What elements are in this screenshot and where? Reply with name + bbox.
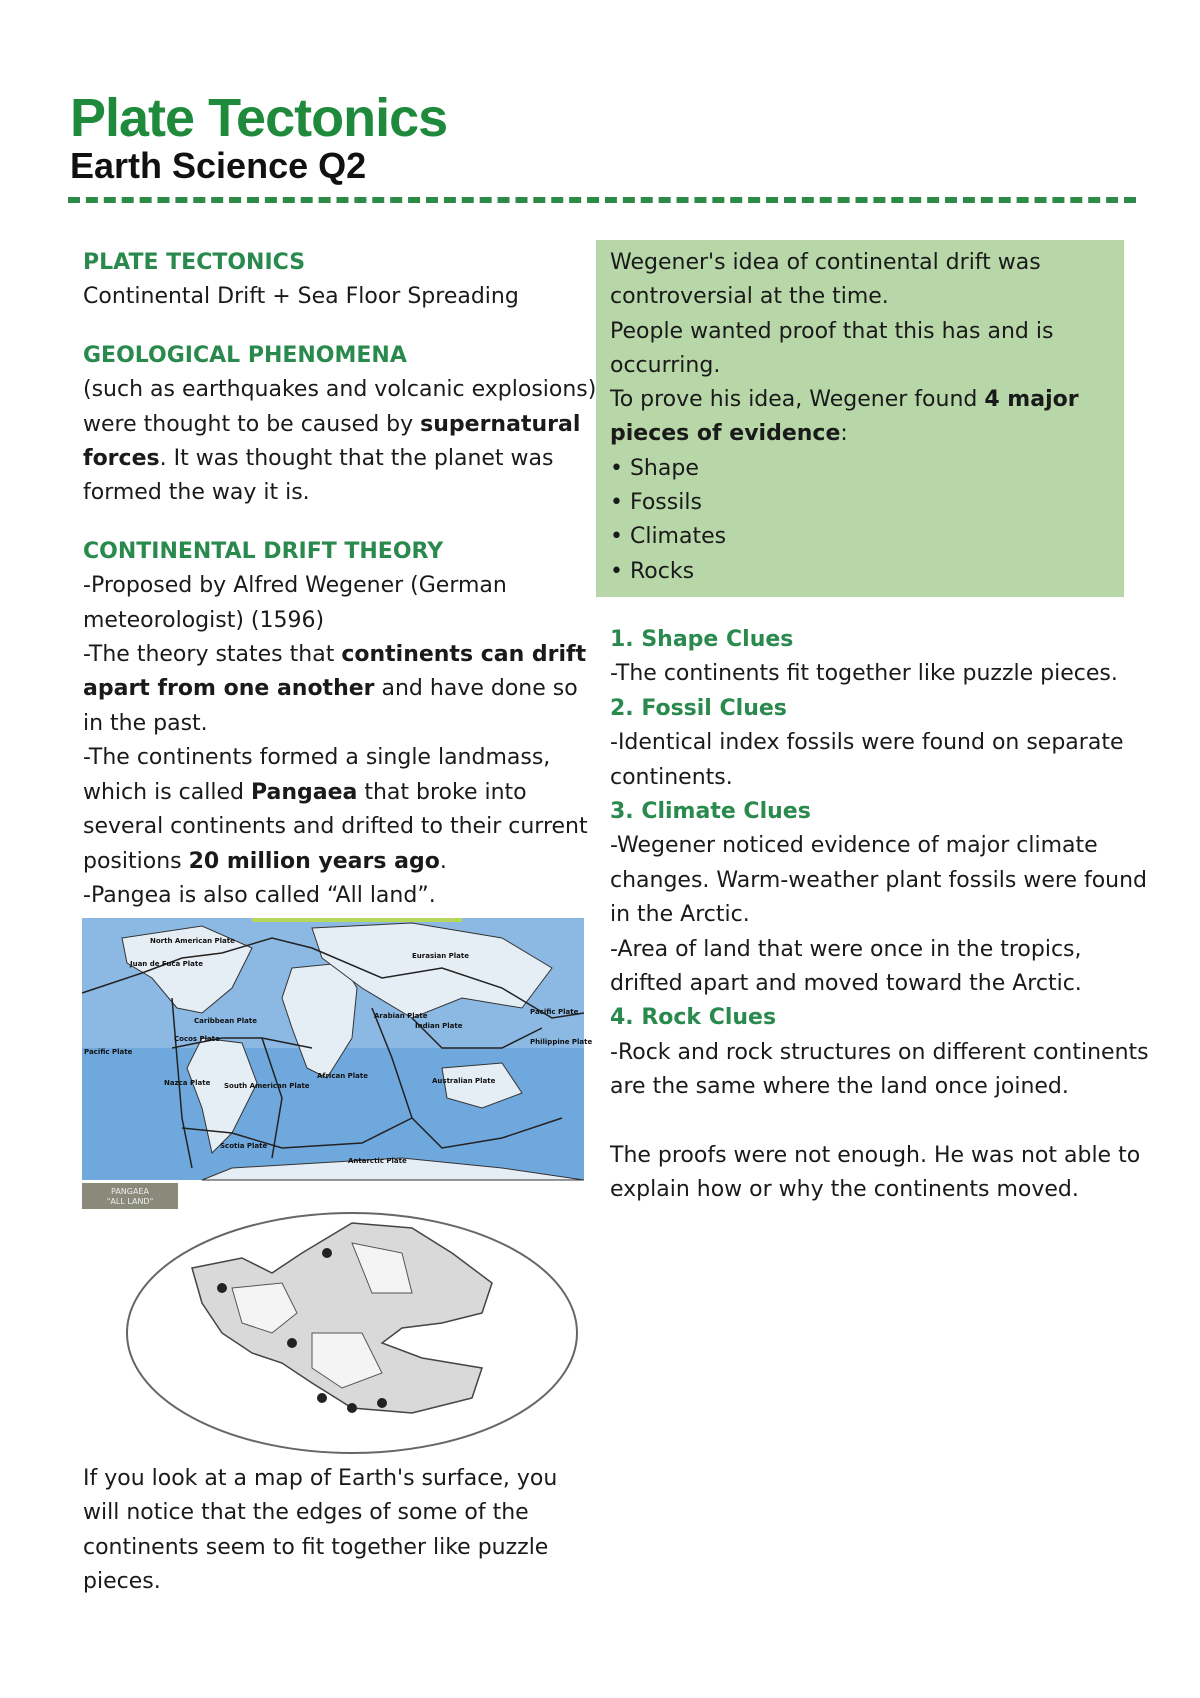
- bullet-item: • Rocks: [610, 558, 695, 584]
- page-title: Plate Tectonics: [70, 88, 448, 148]
- bold-span: 20 million years ago: [188, 848, 440, 874]
- climate-clues-text-1: -Wegener noticed evidence of major climate changes. Warm-weather plant fossils were found in the Arctic.: [610, 833, 1148, 928]
- pangaea-label-2: "ALL LAND": [106, 1197, 154, 1206]
- plate-label: Arabian Plate: [374, 1012, 428, 1020]
- bold-span: continents can drift apart from one another: [83, 642, 587, 702]
- text-span: and have done so in the past.: [83, 676, 578, 736]
- plate-label: Antarctic Plate: [348, 1157, 407, 1165]
- shape-clues-text: -The continents fit together like puzzle pieces.: [610, 661, 1118, 687]
- plate-label: Eurasian Plate: [412, 952, 469, 960]
- right-column: [610, 623, 1150, 1208]
- heading-continental-drift: CONTINENTAL DRIFT THEORY: [83, 538, 444, 564]
- pangaea-map: [82, 1183, 584, 1445]
- plate-label: Caribbean Plate: [194, 1017, 257, 1025]
- plate-label: Pacific Plate: [84, 1048, 133, 1056]
- bold-span: supernatural forces: [83, 411, 581, 472]
- plate-label: Juan de Fuca Plate: [130, 960, 204, 968]
- drift-line-4: -Pangea is also called “All land”.: [83, 882, 436, 908]
- heading-fossil-clues: 2. Fossil Clues: [610, 695, 787, 721]
- heading-geological-phenomena: GEOLOGICAL PHENOMENA: [83, 342, 407, 368]
- bullet-item: • Fossils: [610, 490, 702, 516]
- puzzle-pieces-text: If you look at a map of Earth's surface, you will notice that the edges of some of the continents seem to fit together like puzzle pieces.: [83, 1466, 558, 1595]
- bullet-item: • Shape: [610, 455, 699, 481]
- rock-clues-text: -Rock and rock structures on different continents are the same where the land once joined.: [610, 1039, 1149, 1100]
- plate-label: Pacific Plate: [530, 1008, 579, 1016]
- bullet-item: • Climates: [610, 524, 727, 550]
- plate-label: Indian Plate: [415, 1022, 463, 1030]
- pangaea-label-1: PANGAEA: [111, 1187, 149, 1196]
- bold-span: 4 major pieces of evidence: [610, 387, 1079, 447]
- text-span: To prove his idea, Wegener found: [610, 387, 985, 413]
- box-line-2: People wanted proof that this has and is occurring.: [610, 318, 1054, 378]
- text-span: :: [840, 421, 848, 447]
- plate-label: Scotia Plate: [220, 1142, 268, 1150]
- text-span: that broke into several continents and drifted to their current positions: [83, 779, 588, 874]
- text-span: -The theory states that: [83, 642, 342, 668]
- plate-label: Australian Plate: [432, 1077, 496, 1085]
- evidence-box-text: [610, 246, 1120, 589]
- heading-climate-clues: 3. Climate Clues: [610, 799, 811, 825]
- drift-line-3: [83, 741, 598, 879]
- plate-label: North American Plate: [150, 937, 235, 945]
- geological-phenomena-text: [83, 373, 598, 511]
- climate-clues-text-2: -Area of land that were once in the tropics, drifted apart and moved toward the Arctic.: [610, 936, 1082, 997]
- closing-text: The proofs were not enough. He was not able to explain how or why the continents moved.: [610, 1142, 1141, 1203]
- plate-label: African Plate: [317, 1072, 368, 1080]
- tectonic-plates-map: [82, 918, 593, 1180]
- box-line-3: [610, 383, 1120, 452]
- page-subtitle: Earth Science Q2: [70, 145, 367, 186]
- plate-label: Cocos Plate: [174, 1035, 220, 1043]
- text-span: (such as earthquakes and volcanic explosions) were thought to be caused by: [83, 377, 597, 437]
- text-span: .: [439, 848, 447, 874]
- heading-shape-clues: 1. Shape Clues: [610, 627, 794, 652]
- heading-rock-clues: 4. Rock Clues: [610, 1005, 777, 1031]
- drift-line-2: [83, 638, 598, 741]
- plate-label: South American Plate: [224, 1082, 310, 1090]
- drift-line-1: -Proposed by Alfred Wegener (German meteorologist) (1596): [83, 573, 507, 633]
- fossil-clues-text: -Identical index fossils were found on separate continents.: [610, 730, 1124, 790]
- plate-label: Philippine Plate: [530, 1038, 593, 1046]
- box-line-1: Wegener's idea of continental drift was controversial at the time.: [610, 250, 1041, 310]
- bold-span: Pangaea: [250, 779, 358, 805]
- left-column: [83, 246, 598, 913]
- text-span: -The continents formed a single landmass, which is called: [83, 745, 551, 805]
- text-span: . It was thought that the planet was formed the way it is.: [83, 446, 554, 506]
- dashed-divider: [68, 197, 1136, 203]
- heading-plate-tectonics: PLATE TECTONICS: [83, 250, 306, 275]
- plate-label: Nazca Plate: [164, 1079, 211, 1087]
- plate-tectonics-text: Continental Drift + Sea Floor Spreading: [83, 284, 519, 310]
